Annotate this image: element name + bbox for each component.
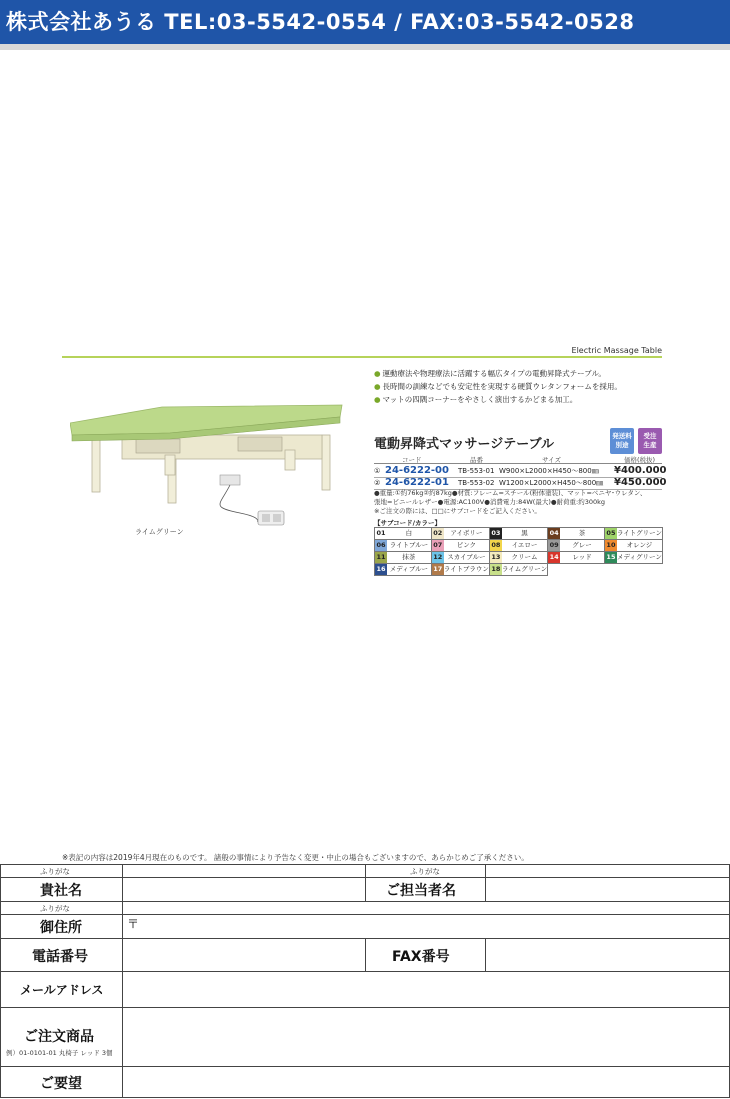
price: ¥450.000 — [614, 477, 667, 488]
color-name: ライトブルー — [389, 541, 429, 549]
color-option — [605, 540, 663, 552]
color-option — [548, 540, 605, 552]
color-option — [375, 552, 432, 564]
color-swatch: 06 — [376, 541, 386, 549]
color-option — [490, 528, 548, 540]
color-option — [375, 540, 432, 552]
company-furigana-field[interactable] — [122, 864, 365, 877]
color-name: イエロー — [511, 541, 538, 549]
foot-controller — [220, 475, 284, 525]
color-option — [605, 552, 663, 564]
address-label: 御住所 — [40, 920, 82, 936]
bullet-icon: ● — [374, 395, 381, 404]
furigana-label: ふりがな — [410, 867, 440, 876]
color-option — [375, 528, 432, 540]
color-swatch: 10 — [606, 541, 616, 549]
contact-label: ご担当者名 — [386, 883, 456, 899]
color-option — [432, 552, 490, 564]
color-swatch: 07 — [433, 541, 443, 549]
color-name: レッド — [572, 553, 592, 561]
color-name: スカイブルー — [447, 553, 486, 561]
order-label: ご注文商品 — [24, 1029, 94, 1045]
spec-table-header — [374, 455, 662, 464]
price: ¥400.000 — [614, 465, 667, 476]
color-name: アイボリー — [450, 529, 483, 537]
col-size: サイズ — [542, 456, 561, 464]
color-swatch: 04 — [549, 529, 559, 537]
color-swatch: 03 — [491, 529, 501, 537]
model-number: TB-553-01 — [458, 467, 495, 475]
product-code: 24-6222-01 — [385, 477, 449, 488]
order-example: 例）01-0101-01 丸椅子 レッド 3個 — [6, 1049, 113, 1057]
table-frame — [92, 435, 330, 503]
furigana-label: ふりがな — [40, 867, 70, 876]
color-name: メディブルー — [389, 565, 429, 573]
color-option — [548, 552, 605, 564]
color-grid — [374, 527, 663, 576]
subcode-title: 【サブコード/カラー】 — [374, 519, 442, 527]
color-option — [490, 564, 548, 576]
section-divider — [62, 356, 662, 358]
phone-field[interactable] — [122, 938, 365, 971]
color-swatch: 09 — [549, 541, 559, 549]
feature-item: ● マットの四隅コーナーをやさしく演出するかどまる加工。 — [374, 395, 578, 404]
color-name: メディグリーン — [617, 553, 662, 561]
model-number: TB-553-02 — [458, 479, 495, 487]
order-field[interactable] — [122, 1007, 730, 1066]
color-name: ピンク — [456, 541, 477, 549]
company-field[interactable] — [122, 877, 365, 901]
feature-item: ● 運動療法や物理療法に活躍する幅広タイプの電動昇降式テーブル。 — [374, 369, 606, 378]
product-image — [70, 395, 360, 545]
col-model: 品番 — [470, 456, 483, 464]
color-name: 茶 — [578, 529, 586, 537]
color-name: 抹茶 — [402, 553, 416, 561]
color-name: グレー — [572, 541, 592, 549]
color-name: 黒 — [521, 529, 528, 537]
address-furigana-field[interactable] — [122, 901, 730, 914]
color-caption: ライムグリーン — [135, 528, 184, 536]
email-label: メールアドレス — [20, 983, 104, 997]
color-swatch: 18 — [491, 565, 501, 573]
fax-label: FAX番号 — [392, 949, 450, 965]
color-name: ライトグリーン — [616, 529, 662, 537]
color-swatch: 05 — [606, 529, 616, 537]
header-divider — [0, 44, 730, 50]
color-option — [605, 528, 663, 540]
header-bar — [0, 0, 730, 44]
fax-field[interactable] — [485, 938, 730, 971]
product-code: 24-6222-00 — [385, 465, 449, 476]
row-number: ② — [374, 479, 381, 487]
row-number: ① — [374, 467, 381, 475]
size: W1200×L2000×H450～800㎜ — [499, 479, 604, 487]
bullet-icon: ● — [374, 382, 381, 391]
color-option — [490, 540, 548, 552]
color-option — [490, 552, 548, 564]
spec-row — [374, 477, 667, 489]
color-option — [375, 564, 432, 576]
email-field[interactable] — [122, 971, 730, 1007]
color-swatch: 01 — [376, 529, 386, 537]
color-swatch: 02 — [433, 529, 443, 537]
company-label: 貴社名 — [40, 883, 82, 899]
request-field[interactable] — [122, 1066, 730, 1098]
color-swatch: 13 — [491, 553, 501, 561]
color-swatch: 08 — [491, 541, 501, 549]
footnote: ※表記の内容は2019年4月現在のものです。 諸般の事情により予告なく変更・中止の場合もございますので、あらかじめご了承ください。 — [62, 853, 529, 862]
color-name: ライトブラウン — [443, 565, 489, 573]
color-swatch: 15 — [606, 553, 616, 561]
col-price: 価格(税抜) — [624, 456, 656, 464]
spec-row — [374, 465, 667, 477]
col-code: コード — [402, 456, 422, 464]
color-swatch: 17 — [433, 565, 443, 573]
english-title: Electric Massage Table — [571, 346, 662, 355]
feature-item: ● 長時間の訓練などでも安定性を実現する硬質ウレタンフォームを採用。 — [374, 382, 622, 391]
color-name: オレンジ — [626, 541, 653, 549]
header-text: 株式会社あうる TEL:03-5542-0554 / FAX:03-5542-0528 — [6, 10, 635, 34]
made-to-order-badge: 受注 生産 — [638, 428, 662, 454]
color-option — [548, 528, 605, 540]
shipping-fee-badge: 発送料 別途 — [610, 428, 634, 454]
color-swatch: 12 — [433, 553, 443, 561]
feature-list — [374, 367, 622, 406]
product-title: 電動昇降式マッサージテーブル — [374, 437, 555, 452]
color-name: ライムグリーン — [501, 565, 548, 573]
color-option — [432, 540, 490, 552]
color-swatch: 11 — [376, 553, 386, 561]
furigana-label: ふりがな — [40, 904, 70, 913]
color-name: クリーム — [511, 553, 538, 561]
phone-label: 電話番号 — [32, 949, 88, 965]
address-field[interactable] — [122, 914, 730, 938]
contact-field[interactable] — [485, 877, 730, 901]
postal-mark: 〒 — [127, 917, 140, 931]
request-label: ご要望 — [40, 1076, 82, 1092]
color-swatch: 14 — [549, 553, 559, 561]
color-option — [432, 528, 490, 540]
spec-notes: ●重量:①約76kg②約87kg●材質:フレーム=スチール(粉体塗装)、マット=ベニヤ･ウレタン、 張地=ビニールレザー●電源:AC100V●消費電力:84W(最大)●耐荷重:約300kg ※ご注文の際には、□□にサブコードをご記入ください。 — [374, 489, 647, 515]
bullet-icon: ● — [374, 369, 381, 378]
color-swatch: 16 — [376, 565, 386, 573]
size: W900×L2000×H450～800㎜ — [499, 467, 599, 475]
color-option — [432, 564, 490, 576]
color-name: 白 — [405, 529, 413, 537]
contact-furigana-field[interactable] — [485, 864, 730, 877]
